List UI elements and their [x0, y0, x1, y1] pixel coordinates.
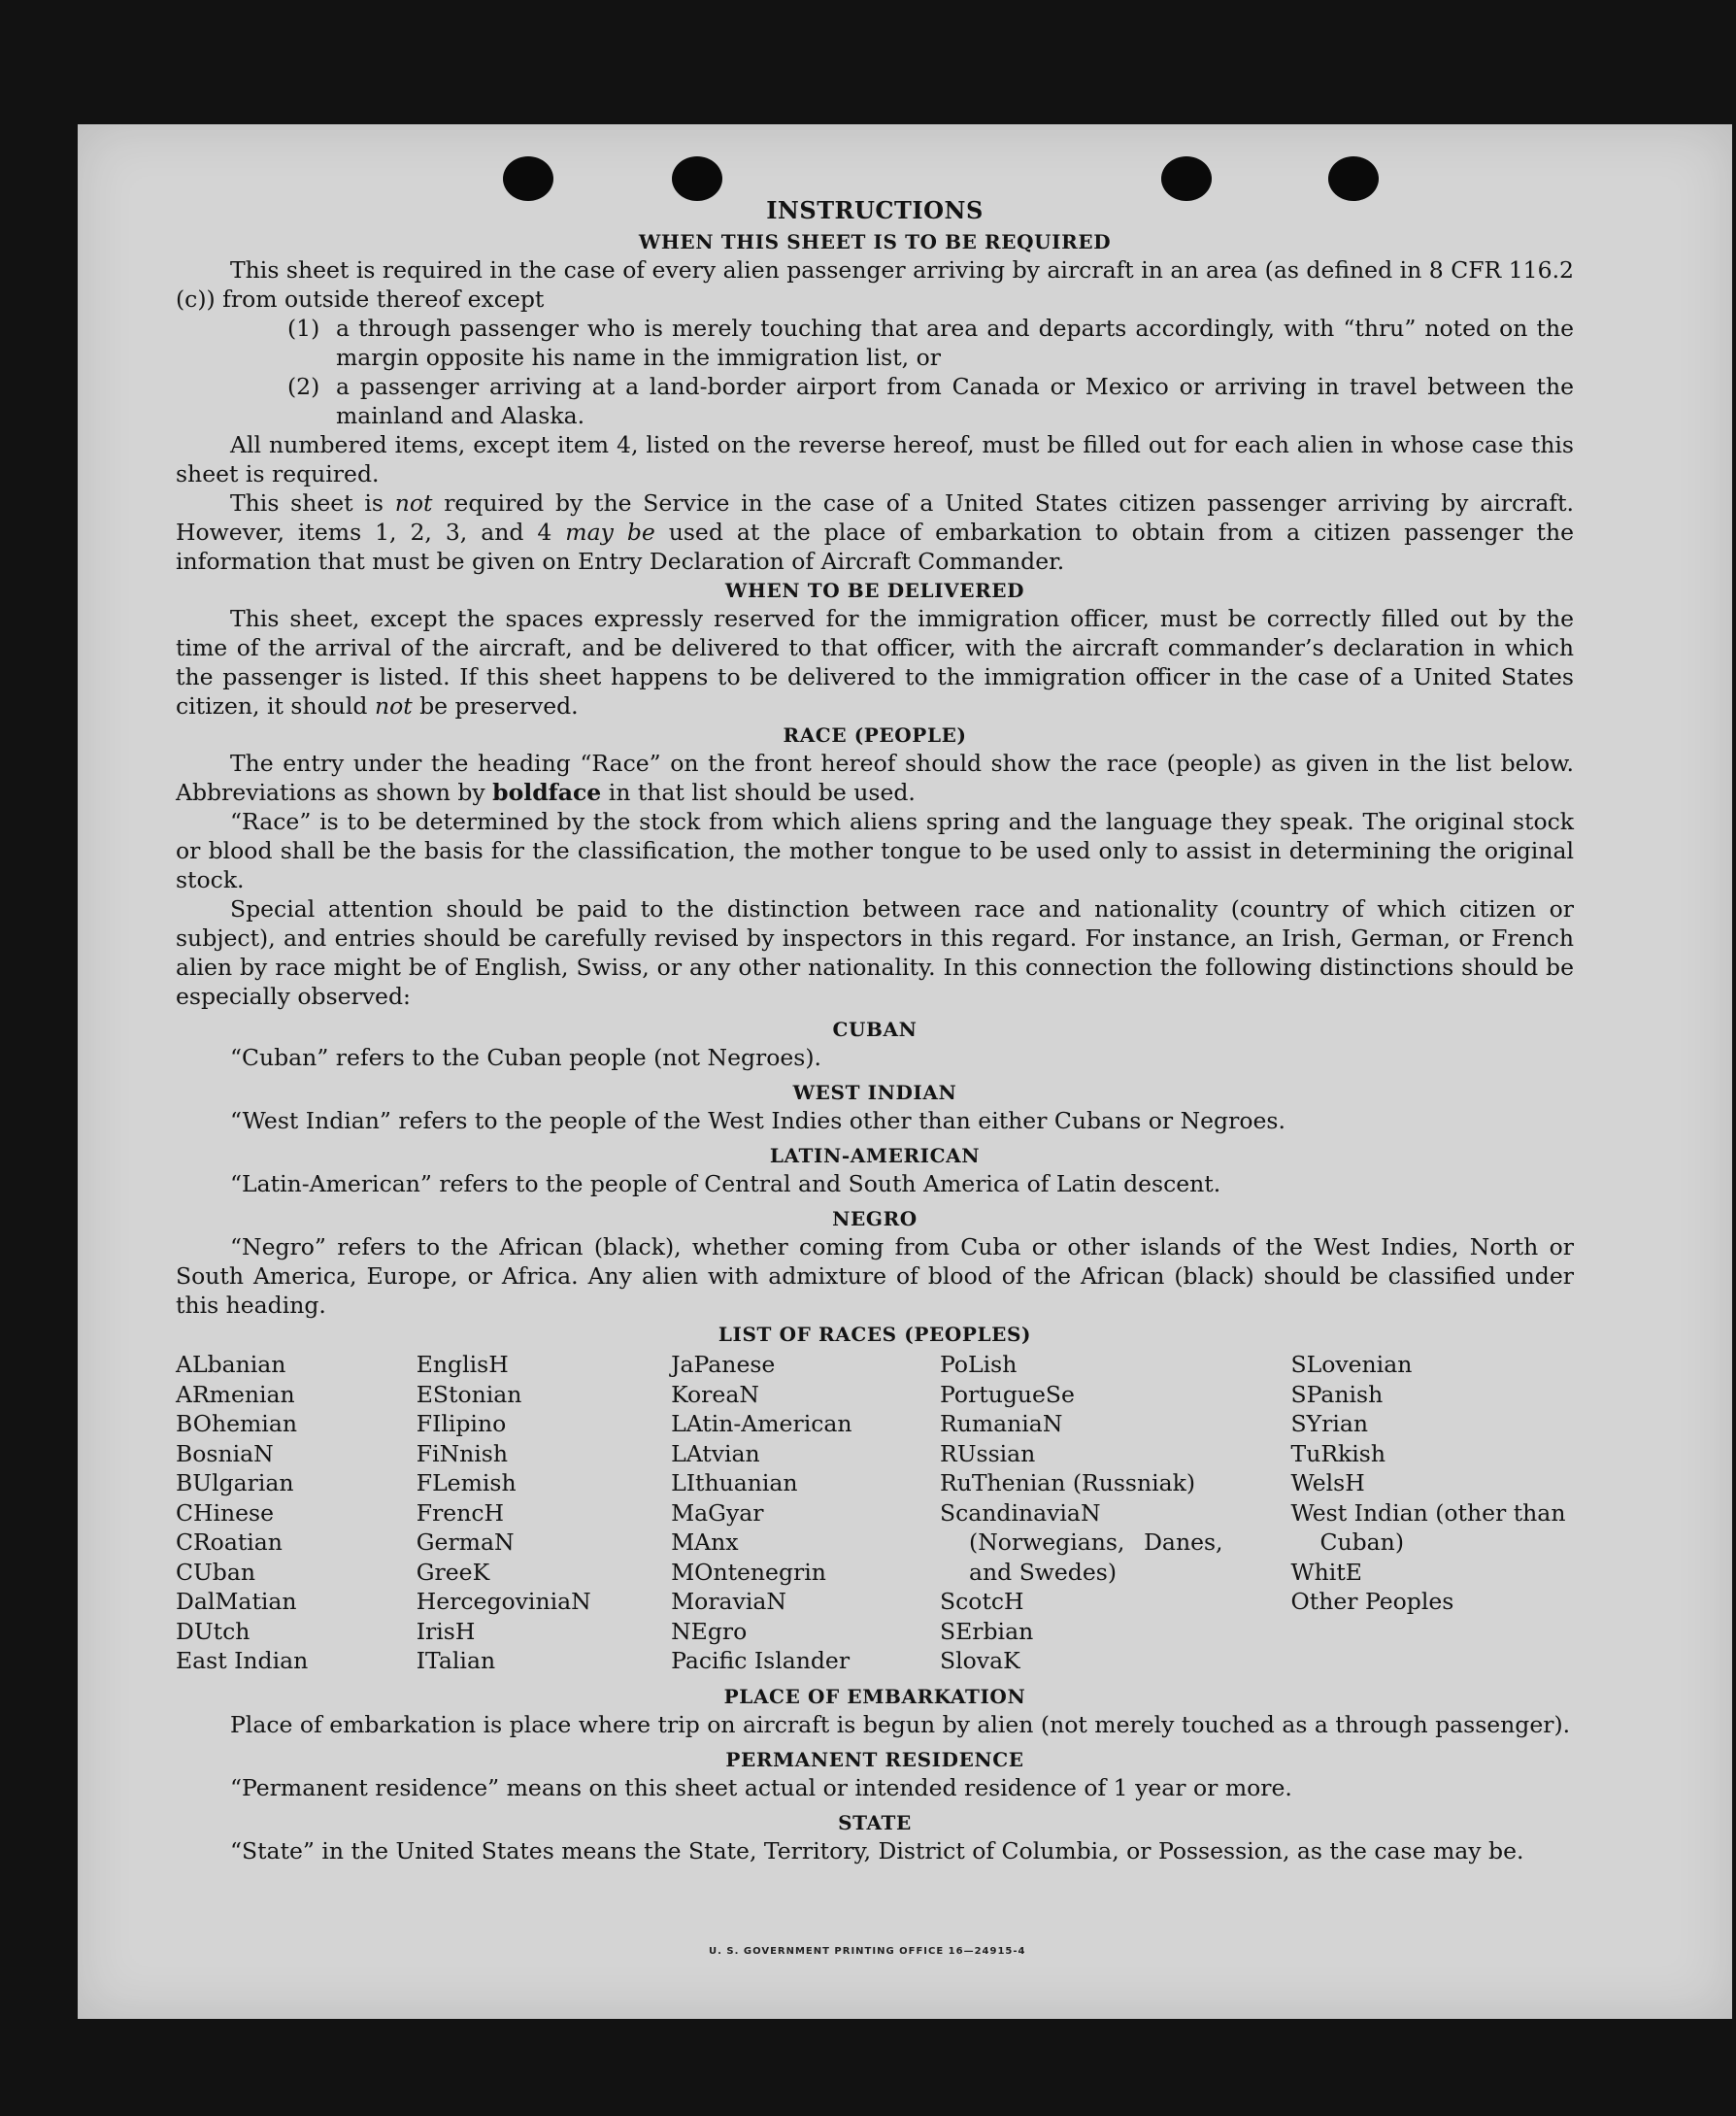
item-number: (2)	[287, 373, 320, 400]
race-entry: FrencH	[416, 1498, 505, 1527]
race-entry: SPanish	[1290, 1380, 1384, 1408]
paragraph: “Race” is to be determined by the stock from which aliens spring and the language they speak. The original stock or blood shall be the basis for the classification, the mother tongue to be used only to assist in determining the original stock.	[176, 808, 1574, 893]
race-entry: SlovaK	[940, 1647, 1020, 1674]
race-entry: MoraviaN	[671, 1588, 786, 1615]
text-run: This sheet, except the spaces expressly reserved for the immigration officer, must be correctly filled out by the time of the arrival of the aircraft, and be delivered to that officer, with the aircraft commander’s declaration in which the passenger is listed. If this sheet happens to be delivered to the immigration officer in the case of a United States citizen, it should	[176, 605, 1574, 720]
race-entry: Other Peoples	[1290, 1588, 1454, 1615]
section-heading: STATE	[838, 1810, 912, 1834]
race-entry: SLovenian	[1290, 1351, 1413, 1378]
race-entry: FiNnish	[416, 1439, 508, 1467]
race-entry: JaPanese	[671, 1351, 776, 1378]
race-entry: EnglisH	[416, 1351, 509, 1378]
race-entry: East Indian	[176, 1647, 309, 1674]
race-entry: ScotcH	[940, 1588, 1024, 1615]
paragraph: “State” in the United States means the State, Territory, District of Columbia, or Possession, as the case may be.	[230, 1836, 1524, 1864]
race-entry: GermaN	[416, 1528, 515, 1556]
race-entry: WelsH	[1290, 1469, 1365, 1496]
race-entry: MAnx	[671, 1528, 739, 1556]
race-entry: West Indian (other than Cuban)	[1290, 1498, 1566, 1556]
race-entry: ScandinaviaN (Norwegians, Danes, and Swedes)	[940, 1498, 1223, 1586]
race-entry: BOhemian	[176, 1410, 297, 1437]
section-heading: PERMANENT RESIDENCE	[725, 1747, 1024, 1771]
item-text: a passenger arriving at a land-border airport from Canada or Mexico or arriving in travel between the mainland and Alaska.	[336, 373, 1574, 429]
bold-text: boldface	[492, 779, 602, 806]
race-entry: NEgro	[671, 1617, 748, 1645]
race-entry: LIthuanian	[671, 1469, 798, 1496]
paragraph	[176, 488, 1574, 576]
item-text: a through passenger who is merely touching that area and departs accordingly, with “thru” noted on the margin opposite his name in the immigration list, or	[336, 315, 1574, 371]
race-entry: MaGyar	[671, 1498, 764, 1527]
paragraph: Special attention should be paid to the distinction between race and nationality (country of which citizen or subject), and entries should be carefully revised by inspectors in this regard. For instance, an Irish, German, or French alien by race might be of English, Swiss, or any other nationality. In this connection the following distinctions should be especially observed:	[176, 895, 1574, 1010]
italic-text: not	[394, 489, 433, 517]
race-entry: KoreaN	[671, 1380, 759, 1408]
text-run: required by the Service in the case of a United States citizen passenger arriving by aircraft. However, items 1, 2, 3, and 4	[176, 489, 1574, 546]
race-entry: BUlgarian	[176, 1469, 294, 1496]
race-column	[417, 1350, 671, 1676]
race-list	[176, 1350, 1574, 1676]
race-column	[940, 1350, 1222, 1676]
race-entry: BosniaN	[176, 1439, 274, 1467]
race-entry: RuThenian (Russniak)	[940, 1469, 1196, 1496]
section-heading: WEST INDIAN	[792, 1081, 957, 1104]
section-heading: PLACE OF EMBARKATION	[723, 1684, 1026, 1708]
race-entry: ALbanian	[176, 1351, 286, 1378]
race-entry: IrisH	[416, 1617, 476, 1645]
section-heading: RACE (PEOPLE)	[783, 723, 967, 747]
race-entry: RUssian	[940, 1439, 1036, 1467]
race-entry: SErbian	[940, 1617, 1034, 1645]
paragraph	[176, 749, 1574, 807]
paragraph: “Cuban” refers to the Cuban people (not Negroes).	[230, 1044, 822, 1071]
section-heading: WHEN THIS SHEET IS TO BE REQUIRED	[638, 230, 1112, 253]
paragraph: All numbered items, except item 4, listed on the reverse hereof, must be filled out for each alien in whose case this sheet is required.	[176, 431, 1574, 487]
list-item	[176, 314, 1574, 372]
paragraph	[176, 604, 1574, 721]
race-entry: CHinese	[176, 1498, 274, 1527]
printing-office-footer: U. S. GOVERNMENT PRINTING OFFICE 16—24915-4	[709, 1946, 1026, 1957]
punch-hole	[1161, 156, 1212, 201]
page-title: INSTRUCTIONS	[766, 196, 984, 224]
instructions-body	[176, 196, 1574, 1865]
race-column	[176, 1350, 417, 1676]
section-heading: CUBAN	[832, 1018, 918, 1041]
section-heading: WHEN TO BE DELIVERED	[724, 579, 1025, 602]
italic-text: may be	[565, 519, 655, 546]
section-heading: LATIN-AMERICAN	[769, 1144, 981, 1167]
race-entry: LAtvian	[671, 1439, 760, 1467]
race-entry: ITalian	[416, 1647, 496, 1674]
paragraph: “Latin-American” refers to the people of Central and South America of Latin descent.	[230, 1170, 1221, 1197]
race-entry: LAtin-American	[671, 1410, 852, 1437]
race-entry: GreeK	[416, 1558, 490, 1586]
race-entry: CRoatian	[176, 1528, 283, 1556]
text-run: This sheet is	[230, 489, 395, 517]
race-entry: SYrian	[1290, 1410, 1369, 1437]
race-entry: DUtch	[176, 1617, 250, 1645]
race-entry: WhitE	[1290, 1558, 1362, 1586]
race-entry: CUban	[176, 1558, 255, 1586]
race-entry: FLemish	[416, 1469, 517, 1496]
paragraph: Place of embarkation is place where trip on aircraft is begun by alien (not merely touched as a through passenger).	[230, 1710, 1571, 1738]
text-run: be preserved.	[412, 692, 579, 720]
race-entry: FIlipino	[416, 1410, 507, 1437]
race-entry: TuRkish	[1290, 1439, 1385, 1467]
race-entry: Pacific Islander	[671, 1647, 851, 1674]
text-run: The entry under the heading “Race” on the front hereof should show the race (people) as given in the list below. Abbreviations as shown by	[176, 750, 1574, 806]
text-run: used at the place of embarkation to obtain from a citizen passenger the information that must be given on Entry Declaration of Aircraft Commander.	[176, 519, 1574, 575]
race-entry: RumaniaN	[940, 1410, 1063, 1437]
italic-text: not	[374, 692, 413, 720]
race-entry: MOntenegrin	[671, 1558, 826, 1586]
list-item	[176, 372, 1574, 430]
race-entry: HercegoviniaN	[416, 1588, 591, 1615]
punch-hole	[672, 156, 722, 201]
item-number: (1)	[287, 315, 320, 342]
paragraph: “West Indian” refers to the people of the West Indies other than either Cubans or Negroes.	[230, 1107, 1285, 1134]
section-heading: LIST OF RACES (PEOPLES)	[718, 1323, 1032, 1346]
paragraph: “Negro” refers to the African (black), whether coming from Cuba or other islands of the West Indies, North or South America, Europe, or Africa. Any alien with admixture of blood of the African (black) should be classified under this heading.	[176, 1233, 1574, 1319]
race-entry: ARmenian	[176, 1380, 295, 1408]
race-column	[671, 1350, 940, 1676]
punch-hole	[1328, 156, 1379, 201]
race-entry: DalMatian	[176, 1588, 297, 1615]
form-sheet	[78, 124, 1732, 2019]
paragraph: “Permanent residence” means on this sheet actual or intended residence of 1 year or more.	[230, 1773, 1292, 1801]
text-run: in that list should be used.	[601, 779, 916, 806]
paragraph: This sheet is required in the case of every alien passenger arriving by aircraft in an area (as defined in 8 CFR 116.2 (c)) from outside thereof except	[176, 256, 1574, 313]
race-column	[1291, 1350, 1574, 1676]
punch-hole	[503, 156, 553, 201]
race-entry: PoLish	[940, 1351, 1018, 1378]
race-entry: EStonian	[416, 1380, 522, 1408]
race-entry: PortugueSe	[940, 1380, 1075, 1408]
section-heading: NEGRO	[832, 1207, 918, 1230]
